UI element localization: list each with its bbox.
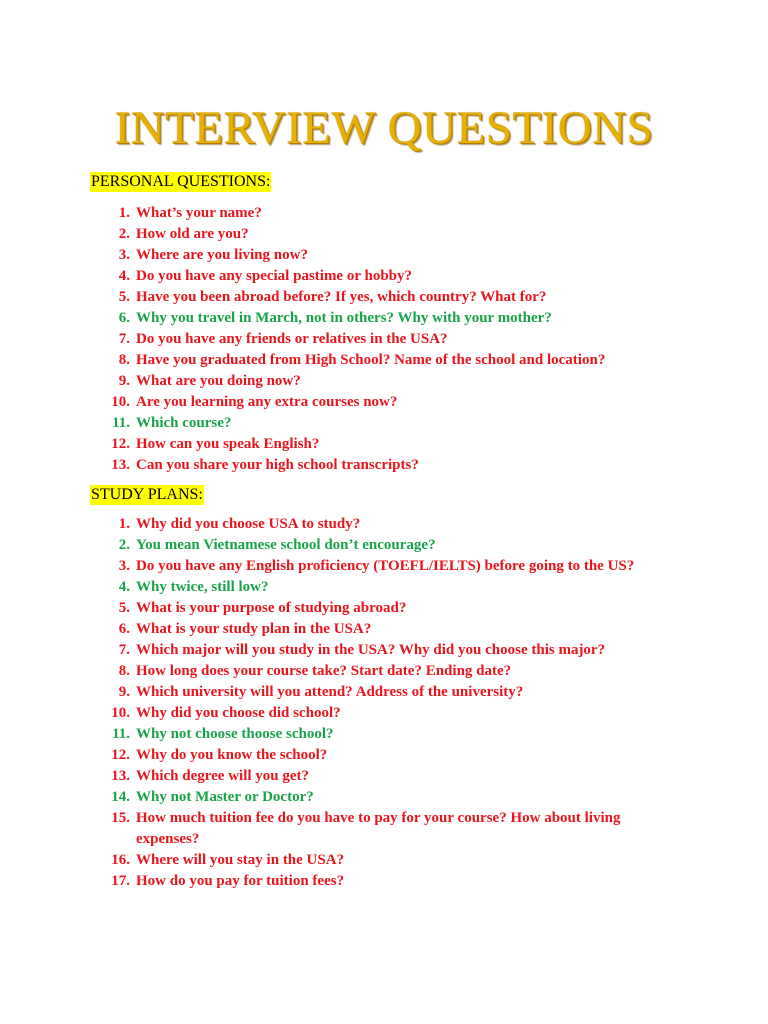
question-item [0, 203, 768, 224]
question-number: 1. [118, 205, 130, 221]
question-number: 14. [111, 789, 130, 805]
question-number: 15. [111, 810, 130, 826]
question-item [0, 703, 768, 724]
question-number: 5. [118, 600, 130, 616]
question-text: Where will you stay in the USA? [136, 852, 345, 868]
question-text: Do you have any English proficiency (TOEFL/IELTS) before going to the US? [136, 558, 635, 574]
section-heading-personal-questions: PERSONAL QUESTIONS: [91, 173, 271, 190]
question-item [0, 287, 768, 308]
question-text: Are you learning any extra courses now? [136, 394, 398, 410]
question-number: 6. [118, 310, 130, 326]
question-item [0, 619, 768, 640]
question-item [0, 371, 768, 392]
question-text: Why not choose thoose school? [136, 726, 334, 742]
question-text: Do you have any friends or relatives in the USA? [136, 331, 448, 347]
question-item [0, 329, 768, 350]
question-item [0, 308, 768, 329]
question-number: 12. [111, 747, 130, 763]
question-item [0, 350, 768, 371]
question-item [0, 598, 768, 619]
question-item [0, 556, 768, 577]
question-text: Why did you choose did school? [136, 705, 341, 721]
question-text: Why you travel in March, not in others? Why with your mother? [136, 310, 552, 326]
section-heading-study-plans: STUDY PLANS: [91, 486, 203, 503]
question-number: 11. [112, 415, 130, 431]
question-text: How do you pay for tuition fees? [136, 873, 345, 889]
question-item [0, 682, 768, 703]
question-text: Which major will you study in the USA? Why did you choose this major? [136, 642, 606, 658]
question-item [0, 392, 768, 413]
question-number: 3. [118, 558, 130, 574]
question-number: 6. [118, 621, 130, 637]
question-text: How can you speak English? [136, 436, 320, 452]
question-number: 7. [118, 331, 130, 347]
question-number: 16. [111, 852, 130, 868]
question-text: What’s your name? [136, 205, 262, 221]
question-text: Which university will you attend? Address of the university? [136, 684, 524, 700]
question-text: How much tuition fee do you have to pay for your course? How about living expenses? [136, 810, 621, 847]
question-number: 3. [118, 247, 130, 263]
question-item [0, 766, 768, 787]
question-text: Which course? [136, 415, 232, 431]
question-item [0, 245, 768, 266]
question-number: 7. [118, 642, 130, 658]
question-text: You mean Vietnamese school don’t encourage? [136, 537, 436, 553]
question-text: Why did you choose USA to study? [136, 516, 361, 532]
question-item [0, 577, 768, 598]
question-item [0, 871, 768, 892]
question-item [0, 808, 768, 850]
question-text: Can you share your high school transcripts? [136, 457, 419, 473]
question-number: 10. [111, 705, 130, 721]
question-number: 13. [111, 457, 130, 473]
question-text: Which degree will you get? [136, 768, 310, 784]
question-number: 13. [111, 768, 130, 784]
study-plans-list [0, 514, 768, 892]
question-item [0, 787, 768, 808]
question-number: 11. [112, 726, 130, 742]
question-text: Have you been abroad before? If yes, which country? What for? [136, 289, 547, 305]
page-title: INTERVIEW QUESTIONS [114, 102, 654, 154]
question-item [0, 745, 768, 766]
question-text: Do you have any special pastime or hobby? [136, 268, 413, 284]
question-item [0, 434, 768, 455]
question-item [0, 640, 768, 661]
question-text: Where are you living now? [136, 247, 308, 263]
question-item [0, 514, 768, 535]
question-item [0, 661, 768, 682]
question-item [0, 455, 768, 476]
question-item [0, 224, 768, 245]
question-text: Why do you know the school? [136, 747, 328, 763]
question-number: 2. [118, 537, 130, 553]
question-text: How old are you? [136, 226, 249, 242]
question-text: What is your study plan in the USA? [136, 621, 372, 637]
question-number: 4. [118, 579, 130, 595]
question-number: 12. [111, 436, 130, 452]
question-number: 10. [111, 394, 130, 410]
question-text: Have you graduated from High School? Name of the school and location? [136, 352, 606, 368]
question-text: How long does your course take? Start date? Ending date? [136, 663, 512, 679]
personal-questions-list [0, 203, 768, 476]
question-number: 4. [118, 268, 130, 284]
question-number: 17. [111, 873, 130, 889]
question-number: 1. [118, 516, 130, 532]
question-number: 2. [118, 226, 130, 242]
question-item [0, 724, 768, 745]
question-text: What is your purpose of studying abroad? [136, 600, 407, 616]
question-text: Why twice, still low? [136, 579, 269, 595]
question-text: Why not Master or Doctor? [136, 789, 314, 805]
question-number: 9. [118, 684, 130, 700]
question-number: 5. [118, 289, 130, 305]
question-item [0, 535, 768, 556]
question-number: 8. [118, 663, 130, 679]
question-number: 9. [118, 373, 130, 389]
question-item [0, 413, 768, 434]
question-number: 8. [118, 352, 130, 368]
question-text: What are you doing now? [136, 373, 301, 389]
question-item [0, 850, 768, 871]
question-item [0, 266, 768, 287]
